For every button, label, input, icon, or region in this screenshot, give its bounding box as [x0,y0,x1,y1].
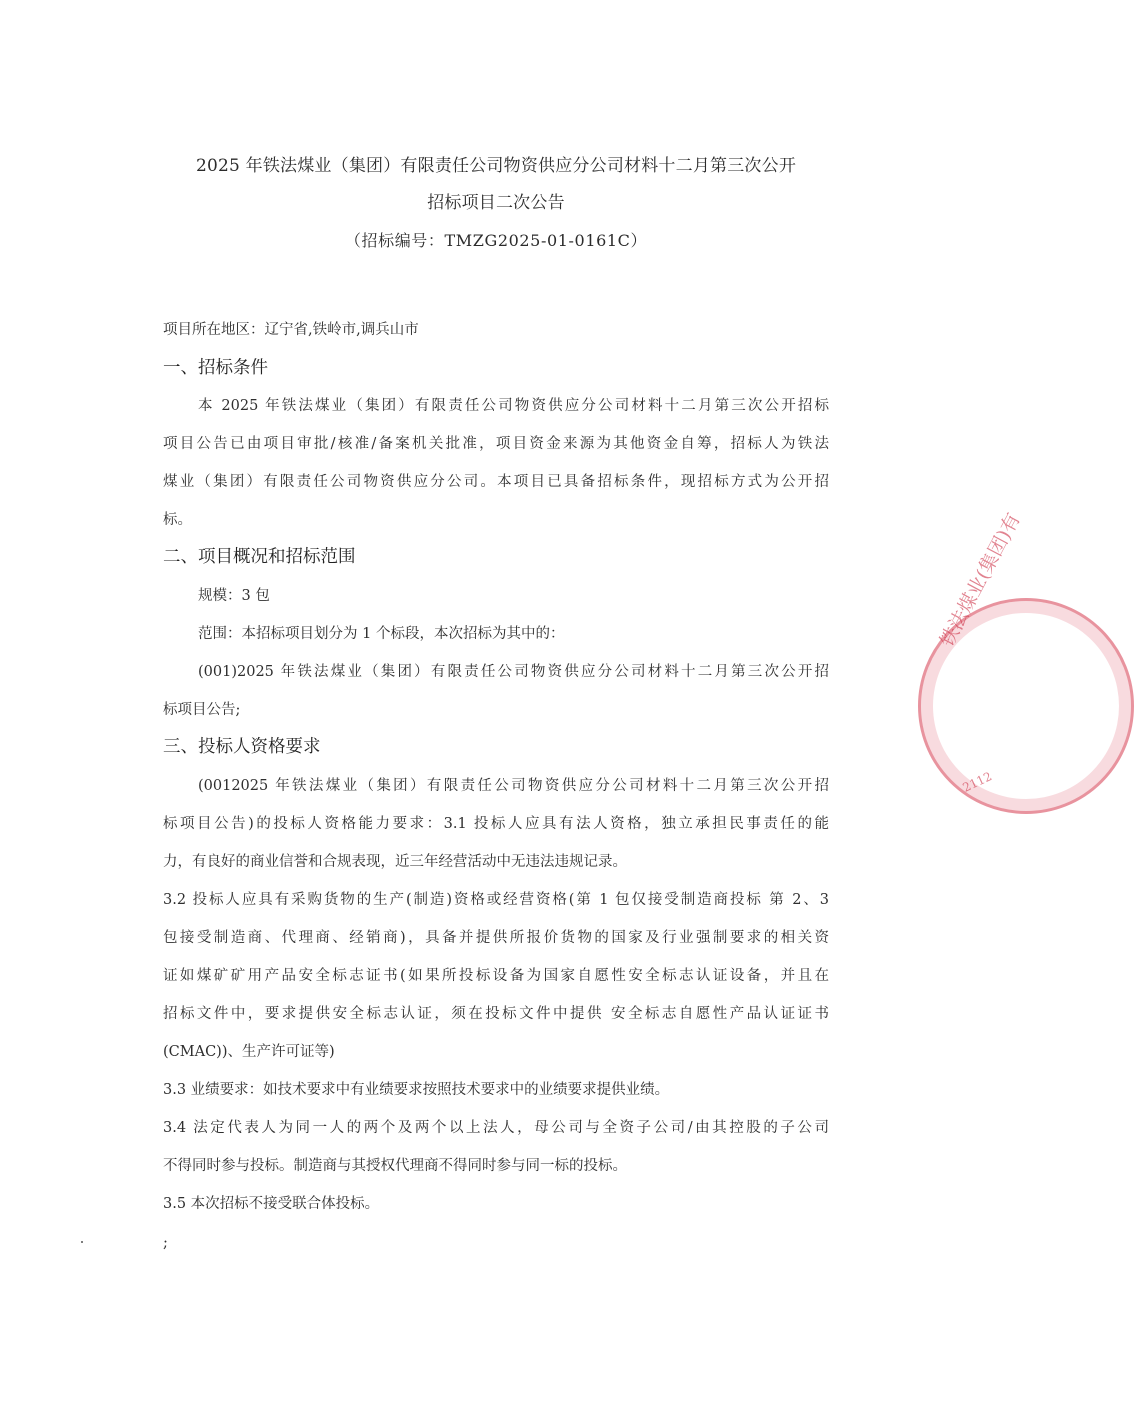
requirement-3-2-line: 包接受制造商、代理商、经销商)，具备并提供所报价货物的国家及行业强制要求的相关资 [163,930,829,946]
project-scope: 范围：本招标项目划分为 1 个标段，本次招标为其中的： [198,626,565,642]
lot-item-line: 标项目公告; [163,702,241,718]
qualification-intro-line: (0012025 年铁法煤业（集团）有限责任公司物资供应分公司材料十二月第三次公开招 [198,778,829,794]
title-line-1: 2025 年铁法煤业（集团）有限责任公司物资供应分公司材料十二月第三次公开 [195,156,797,176]
project-scale: 规模：3 包 [198,588,270,604]
requirement-3-4-line: 3.4 法定代表人为同一人的两个及两个以上法人，母公司与全资子公司/由其控股的子公司 [163,1120,829,1136]
section-1-line: 本 2025 年铁法煤业（集团）有限责任公司物资供应分公司材料十二月第三次公开招标 [198,398,829,414]
section-1-line: 标。 [163,512,192,528]
lot-item-line: (001)2025 年铁法煤业（集团）有限责任公司物资供应分公司材料十二月第三次公开招 [198,664,829,680]
requirement-3-2-line: (CMAC))、生产许可证等) [163,1044,335,1060]
requirement-3-2-line: 3.2 投标人应具有采购货物的生产(制造)资格或经营资格(第 1 包仅接受制造商投标 第 2、3 [163,892,829,908]
title-line-2: 招标项目二次公告 [427,193,565,213]
section-2-heading: 二、项目概况和招标范围 [163,547,356,567]
scan-speck [81,1241,83,1243]
requirement-3-3: 3.3 业绩要求：如技术要求中有业绩要求按照技术要求中的业绩要求提供业绩。 [163,1082,670,1098]
requirement-3-4-line: 不得同时参与投标。制造商与其授权代理商不得同时参与同一标的投标。 [163,1158,627,1174]
section-1-line: 煤业（集团）有限责任公司物资供应分公司。本项目已具备招标条件，现招标方式为公开招 [163,474,829,490]
trailing-semicolon: ; [163,1235,168,1251]
requirement-3-2-line: 招标文件中，要求提供安全标志认证，须在投标文件中提供 安全标志自愿性产品认证证书 [163,1006,829,1022]
requirement-3-2-line: 证如煤矿矿用产品安全标志证书(如果所投标设备为国家自愿性安全标志认证设备，并且在 [163,968,829,984]
section-1-heading: 一、招标条件 [163,358,268,378]
tender-number: （招标编号：TMZG2025-01-0161C） [344,231,648,250]
requirement-3-5: 3.5 本次招标不接受联合体投标。 [163,1196,380,1212]
project-location: 项目所在地区：辽宁省,铁岭市,调兵山市 [163,322,419,338]
qualification-intro-line: 标项目公告)的投标人资格能力要求：3.1 投标人应具有法人资格，独立承担民事责任的能 [163,816,829,832]
qualification-intro-line: 力，有良好的商业信誉和合规表现，近三年经营活动中无违法违规记录。 [163,854,627,870]
section-1-line: 项目公告已由项目审批/核准/备案机关批准，项目资金来源为其他资金自筹，招标人为铁法 [163,436,829,452]
section-3-heading: 三、投标人资格要求 [163,737,321,757]
official-seal-text: 铁法煤业(集团)有 [936,509,1025,651]
official-seal-number: 2112 [960,769,995,795]
